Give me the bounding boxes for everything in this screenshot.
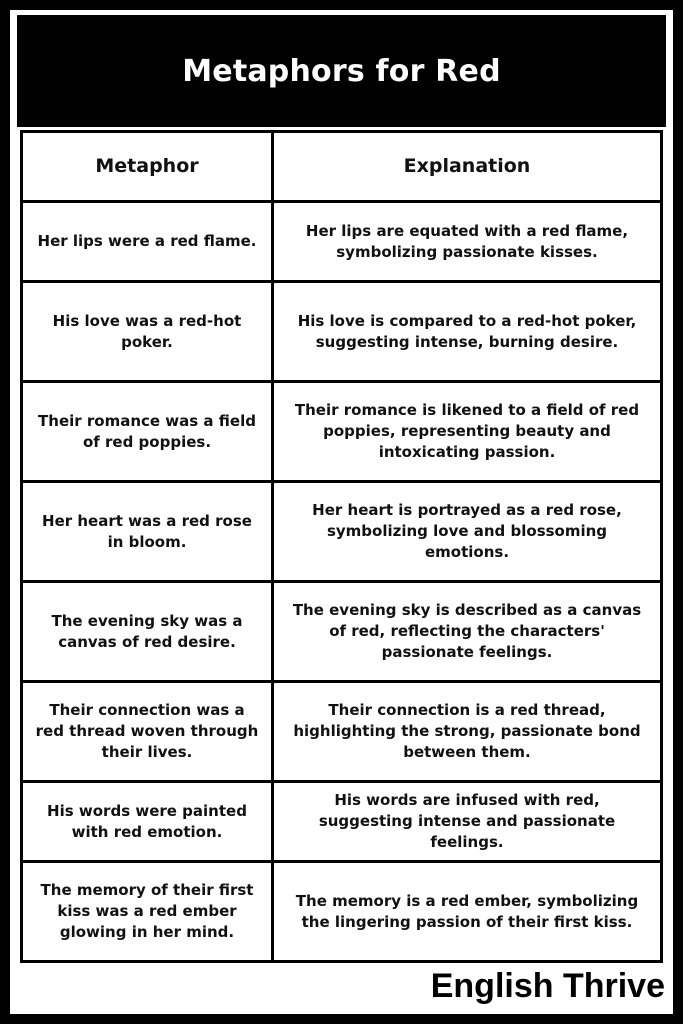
table-row <box>22 582 662 682</box>
table-row <box>22 382 662 482</box>
explanation-cell: The memory is a red ember, symbolizing the lingering passion of their first kiss. <box>273 862 662 962</box>
metaphor-cell: Her heart was a red rose in bloom. <box>22 482 273 582</box>
table-row <box>22 282 662 382</box>
header-metaphor: Metaphor <box>22 132 273 202</box>
page-frame <box>10 10 673 1014</box>
table-row <box>22 682 662 782</box>
explanation-cell: Her heart is portrayed as a red rose, symbolizing love and blossoming emotions. <box>273 482 662 582</box>
title-bar <box>17 15 666 127</box>
page-title: Metaphors for Red <box>182 53 501 89</box>
brand-wordmark: English Thrive <box>430 967 665 1005</box>
table-row <box>22 202 662 282</box>
table-row <box>22 482 662 582</box>
table-row <box>22 782 662 862</box>
metaphors-table <box>20 130 663 963</box>
metaphor-cell: His words were painted with red emotion. <box>22 782 273 862</box>
metaphor-cell: Her lips were a red flame. <box>22 202 273 282</box>
explanation-cell: Their connection is a red thread, highlighting the strong, passionate bond between them. <box>273 682 662 782</box>
table-row <box>22 862 662 962</box>
header-explanation: Explanation <box>273 132 662 202</box>
metaphor-cell: The memory of their first kiss was a red ember glowing in her mind. <box>22 862 273 962</box>
metaphor-cell: The evening sky was a canvas of red desire. <box>22 582 273 682</box>
explanation-cell: Their romance is likened to a field of red poppies, representing beauty and intoxicating passion. <box>273 382 662 482</box>
metaphor-cell: His love was a red-hot poker. <box>22 282 273 382</box>
explanation-cell: His love is compared to a red-hot poker, suggesting intense, burning desire. <box>273 282 662 382</box>
table-header-row <box>22 132 662 202</box>
metaphor-cell: Their connection was a red thread woven through their lives. <box>22 682 273 782</box>
metaphor-cell: Their romance was a field of red poppies. <box>22 382 273 482</box>
explanation-cell: Her lips are equated with a red flame, symbolizing passionate kisses. <box>273 202 662 282</box>
explanation-cell: The evening sky is described as a canvas of red, reflecting the characters' passionate feelings. <box>273 582 662 682</box>
explanation-cell: His words are infused with red, suggesting intense and passionate feelings. <box>273 782 662 862</box>
